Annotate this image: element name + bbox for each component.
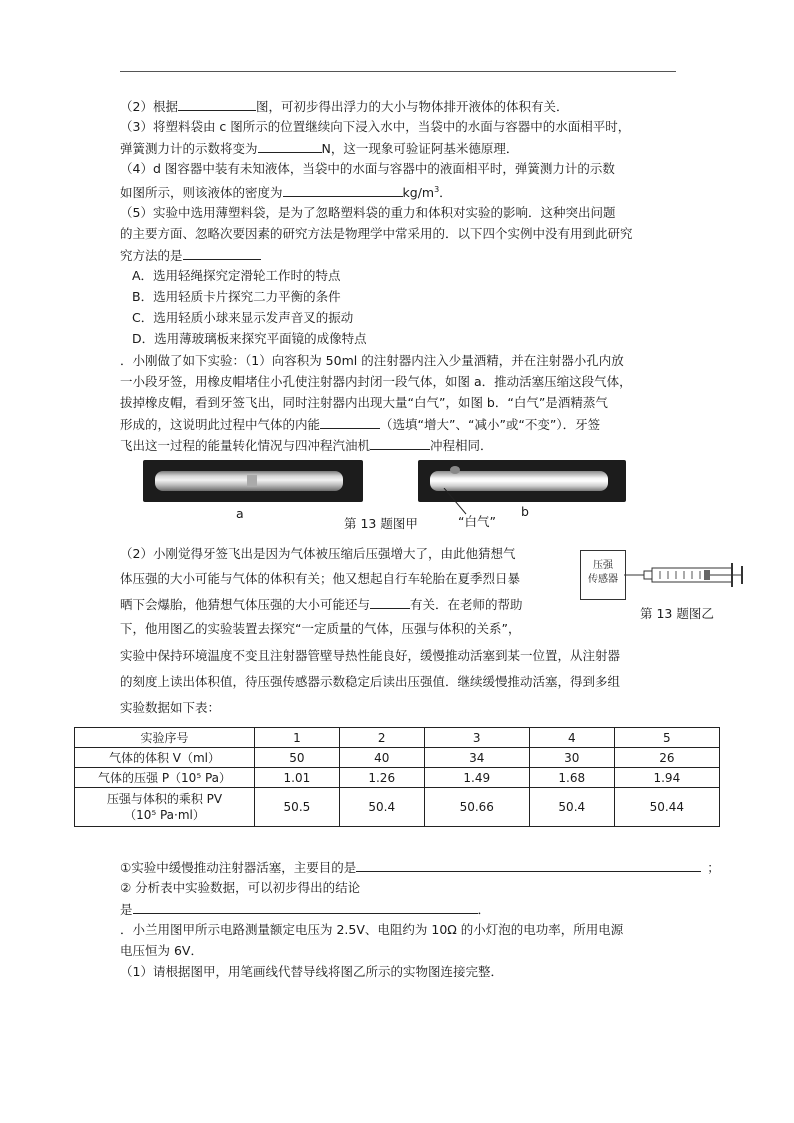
sensor-label-1: 压强 [593,560,613,571]
q13-line4: 形成的，这说明此过程中气体的内能 （选填“增大”、“减小”或“不变”）．牙签 [120,414,690,436]
q14-line3: （1）请根据图甲，用笔画线代替导线将图乙所示的实物图连接完整． [120,964,503,979]
label-a: a [236,506,244,521]
q14-line1: ．小兰用图甲所示电路测量额定电压为 2.5V、电阻约为 10Ω 的小灯泡的电功率，所用电源 [120,922,624,937]
figure-caption-yi: 第 13 题图乙 [640,606,714,621]
table-header-row [75,728,720,748]
answer-blank[interactable] [320,414,380,429]
table-cell: 30 [529,748,614,768]
answer-blank[interactable] [370,435,430,450]
rubber-cap [450,466,460,474]
answer-blank[interactable] [178,96,256,111]
q13-line3: 拔掉橡皮帽，看到牙签飞出，同时注射器内出现大量“白气”，如图 b．“白气”是酒精蒸气 [120,395,608,410]
table-cell: 50.5 [255,788,340,827]
q13-line2: 一小段牙签，用橡皮帽堵住小孔使注射器内封闭一段气体，如图 a．推动活塞压缩这段气体， [120,374,632,389]
option-a: A．选用轻绳探究定滑轮工作时的特点 [132,268,341,283]
answer-blank[interactable] [356,857,701,872]
table-cell: 50.44 [614,788,719,827]
table-col-header: 1 [255,728,340,748]
q4-line2: 如图所示，则该液体的密度为 $kg/m^3$． [120,180,690,204]
answer-blank[interactable] [283,182,403,197]
q5-line1: （5）实验中选用薄塑料袋，是为了忽略塑料袋的重力和体积对实验的影响．这种突出问题 [120,205,616,220]
table-col-header: 2 [339,728,424,748]
table-col-header: 4 [529,728,614,748]
part2-line3: 晒下会爆胎，他猜想气体压强的大小可能还与 有关．在老师的帮助 [120,594,580,616]
table-header-label: 实验序号 [75,728,255,748]
data-table [74,727,720,827]
q5-line2: 的主要方面、忽略次要因素的研究方法是物理学中常采用的．以下四个实例中没有用到此研究 [120,226,633,241]
q13-line5: 飞出这一过程的能量转化情况与四冲程汽油机 冲程相同． [120,435,690,457]
part2-line1: （2）小刚觉得牙签飞出是因为气体被压缩后压强增大了，由此他猜想气 [120,546,516,561]
option-d: D．选用薄玻璃板来探究平面镜的成像特点 [132,331,367,346]
label-b: b [521,504,529,519]
table-row [75,788,720,827]
table-col-header: 3 [424,728,529,748]
followup-2b: 是 ． [120,899,690,921]
option-b: B．选用轻质卡片探究二力平衡的条件 [132,289,341,304]
table-cell: 1.94 [614,768,719,788]
row-label: 气体的压强 P（10⁵ Pa） [75,768,255,788]
table-cell: 50 [255,748,340,768]
answer-blank[interactable] [370,594,410,609]
q5-line3: 究方法的是 [120,245,690,267]
q14-line2: 电压恒为 6V． [120,943,203,958]
answer-blank[interactable] [133,899,478,914]
part2-line6: 的刻度上读出体积值，待压强传感器示数稳定后读出压强值．继续缓慢推动活塞，得到多组 [120,674,621,689]
table-cell: 1.49 [424,768,529,788]
syringe-diagram [624,560,750,590]
row-label-line2: （10⁵ Pa·ml） [124,808,205,822]
syringe-photo-a [143,460,363,502]
table-cell: 50.4 [339,788,424,827]
table-cell: 1.01 [255,768,340,788]
part2-line7: 实验数据如下表： [120,700,221,715]
figure-caption-jia: 第 13 题图甲 [344,516,418,531]
option-c: C．选用轻质小球来显示发声音叉的振动 [132,310,354,325]
table-cell: 50.4 [529,788,614,827]
table-cell: 50.66 [424,788,529,827]
pressure-sensor-box [580,550,626,600]
table-row [75,748,720,768]
followup-1: ①实验中缓慢推动注射器活塞，主要目的是 ； [120,857,780,879]
q3-line2: 弹簧测力计的示数将变为 N，这一现象可验证阿基米德原理． [120,138,690,160]
q4-line1: （4）d 图容器中装有未知液体，当袋中的水面与容器中的液面相平时，弹簧测力计的示数 [120,161,615,176]
followup-2: ② 分析表中实验数据，可以初步得出的结论 [120,880,361,895]
label-white-gas: “白气” [458,514,496,529]
table-cell: 1.26 [339,768,424,788]
part2-line2: 体压强的大小可能与气体的体积有关；他又想起自行车轮胎在夏季烈日暴 [120,571,521,586]
row-label [75,788,255,827]
syringe-piston [247,475,257,487]
table-cell: 34 [424,748,529,768]
sensor-label-2: 传感器 [588,574,618,585]
q3-line1: （3）将塑料袋由 c 图所示的位置继续向下浸入水中，当袋中的水面与容器中的水面相平时， [120,119,631,134]
q2-line: （2）根据 图，可初步得出浮力的大小与物体排开液体的体积有关． [120,96,690,118]
part2-line5: 实验中保持环境温度不变且注射器管壁导热性能良好，缓慢推动活塞到某一位置，从注射器 [120,648,621,663]
table-cell: 1.68 [529,768,614,788]
q13-line1: ．小刚做了如下实验：（1）向容积为 50ml 的注射器内注入少量酒精，并在注射器小孔内放 [120,353,624,368]
header-rule [120,71,676,72]
row-label-line1: 压强与体积的乘积 PV [106,792,223,806]
answer-blank[interactable] [258,138,322,153]
answer-blank[interactable] [183,245,261,260]
part2-line4: 下，他用图乙的实验装置去探究“一定质量的气体，压强与体积的关系”， [120,621,521,636]
table-row [75,768,720,788]
table-cell: 40 [339,748,424,768]
table-col-header: 5 [614,728,719,748]
table-cell: 26 [614,748,719,768]
row-label: 气体的体积 V（ml） [75,748,255,768]
